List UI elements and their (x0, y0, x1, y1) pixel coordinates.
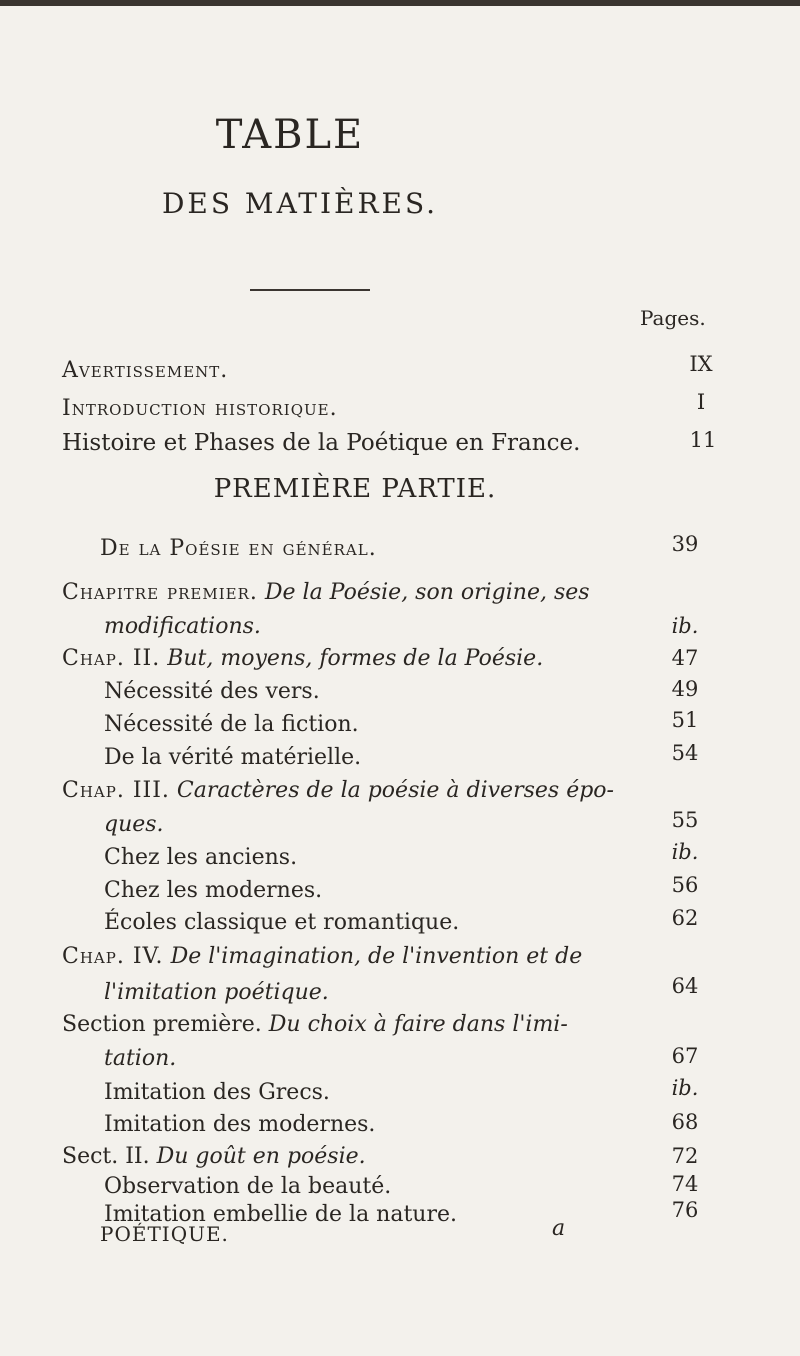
toc-entry: Observation de la beauté. (104, 1174, 392, 1199)
toc-entry (62, 580, 590, 605)
toc-entry-continuation: modifications. (104, 614, 261, 639)
chapter-title: Caractères de la poésie à diverses épo- (176, 778, 614, 803)
toc-entry (62, 1012, 568, 1037)
chapter-title: De la Poésie, son origine, ses (264, 580, 590, 605)
toc-entry: Nécessité de la fiction. (104, 712, 359, 737)
toc-page: 51 (671, 708, 699, 732)
toc-page: 68 (671, 1110, 699, 1134)
toc-entry-continuation: ques. (104, 812, 164, 837)
toc-page: 56 (671, 873, 699, 897)
chapter-label: Chap. IV. (62, 944, 164, 969)
toc-entry: Nécessité des vers. (104, 679, 320, 704)
toc-entry (62, 646, 543, 671)
chapter-title: De l'imagination, de l'invention et de (170, 944, 583, 969)
toc-page: 54 (671, 741, 699, 765)
toc-entry: Imitation des Grecs. (104, 1080, 330, 1105)
toc-page: 47 (671, 646, 699, 670)
toc-page: 49 (671, 677, 699, 701)
pages-column-label: Pages. (640, 306, 706, 330)
signature-mark: POÉTIQUE. (100, 1222, 229, 1246)
toc-entry-avertissement: Avertissement. (62, 358, 229, 383)
toc-page: 64 (671, 974, 699, 998)
toc-entry-introduction: Introduction historique. (62, 396, 338, 421)
toc-entry-histoire: Histoire et Phases de la Poétique en France. (62, 430, 581, 456)
toc-entry-continuation: tation. (104, 1046, 177, 1071)
top-border (0, 0, 800, 6)
toc-entry: Écoles classique et romantique. (104, 910, 460, 935)
toc-entry (62, 1144, 366, 1169)
part-heading: PREMIÈRE PARTIE. (213, 474, 497, 504)
toc-entry: Chez les anciens. (104, 845, 298, 870)
section-title: Du choix à faire dans l'imi- (268, 1012, 568, 1037)
toc-entry: De la vérité matérielle. (104, 745, 362, 770)
toc-page: 39 (671, 532, 699, 556)
toc-page: IX (689, 352, 713, 376)
chapter-label: Chap. III. (62, 778, 170, 803)
toc-page: ib. (671, 1076, 699, 1100)
toc-page: ib. (671, 614, 699, 638)
toc-entry-continuation: l'imitation poétique. (104, 980, 329, 1005)
section-label: Section première. (62, 1012, 262, 1037)
page-subtitle: DES MATIÈRES. (161, 187, 439, 220)
section-title: Du goût en poésie. (156, 1144, 366, 1169)
page-title: TABLE (215, 112, 365, 158)
toc-page: 74 (671, 1172, 699, 1196)
toc-entry (62, 944, 582, 969)
toc-page: 67 (671, 1044, 699, 1068)
toc-entry: Chez les modernes. (104, 878, 323, 903)
signature-letter: a (552, 1216, 566, 1241)
toc-entry: Imitation des modernes. (104, 1112, 376, 1137)
chapter-title: But, moyens, formes de la Poésie. (167, 646, 544, 671)
toc-page: 55 (671, 808, 699, 832)
title-divider (250, 289, 370, 291)
toc-page: 72 (671, 1144, 699, 1168)
toc-page: I (696, 390, 706, 414)
toc-entry: De la Poésie en général. (100, 536, 377, 561)
toc-page: 11 (689, 428, 717, 452)
chapter-label: Chapitre premier. (62, 580, 258, 605)
toc-page: 62 (671, 906, 699, 930)
toc-page: ib. (671, 840, 699, 864)
toc-entry (62, 778, 614, 803)
chapter-label: Chap. II. (62, 646, 161, 671)
section-label: Sect. II. (62, 1144, 150, 1169)
toc-page: 76 (671, 1198, 699, 1222)
toc-entry: Imitation embellie de la nature. (104, 1202, 457, 1227)
